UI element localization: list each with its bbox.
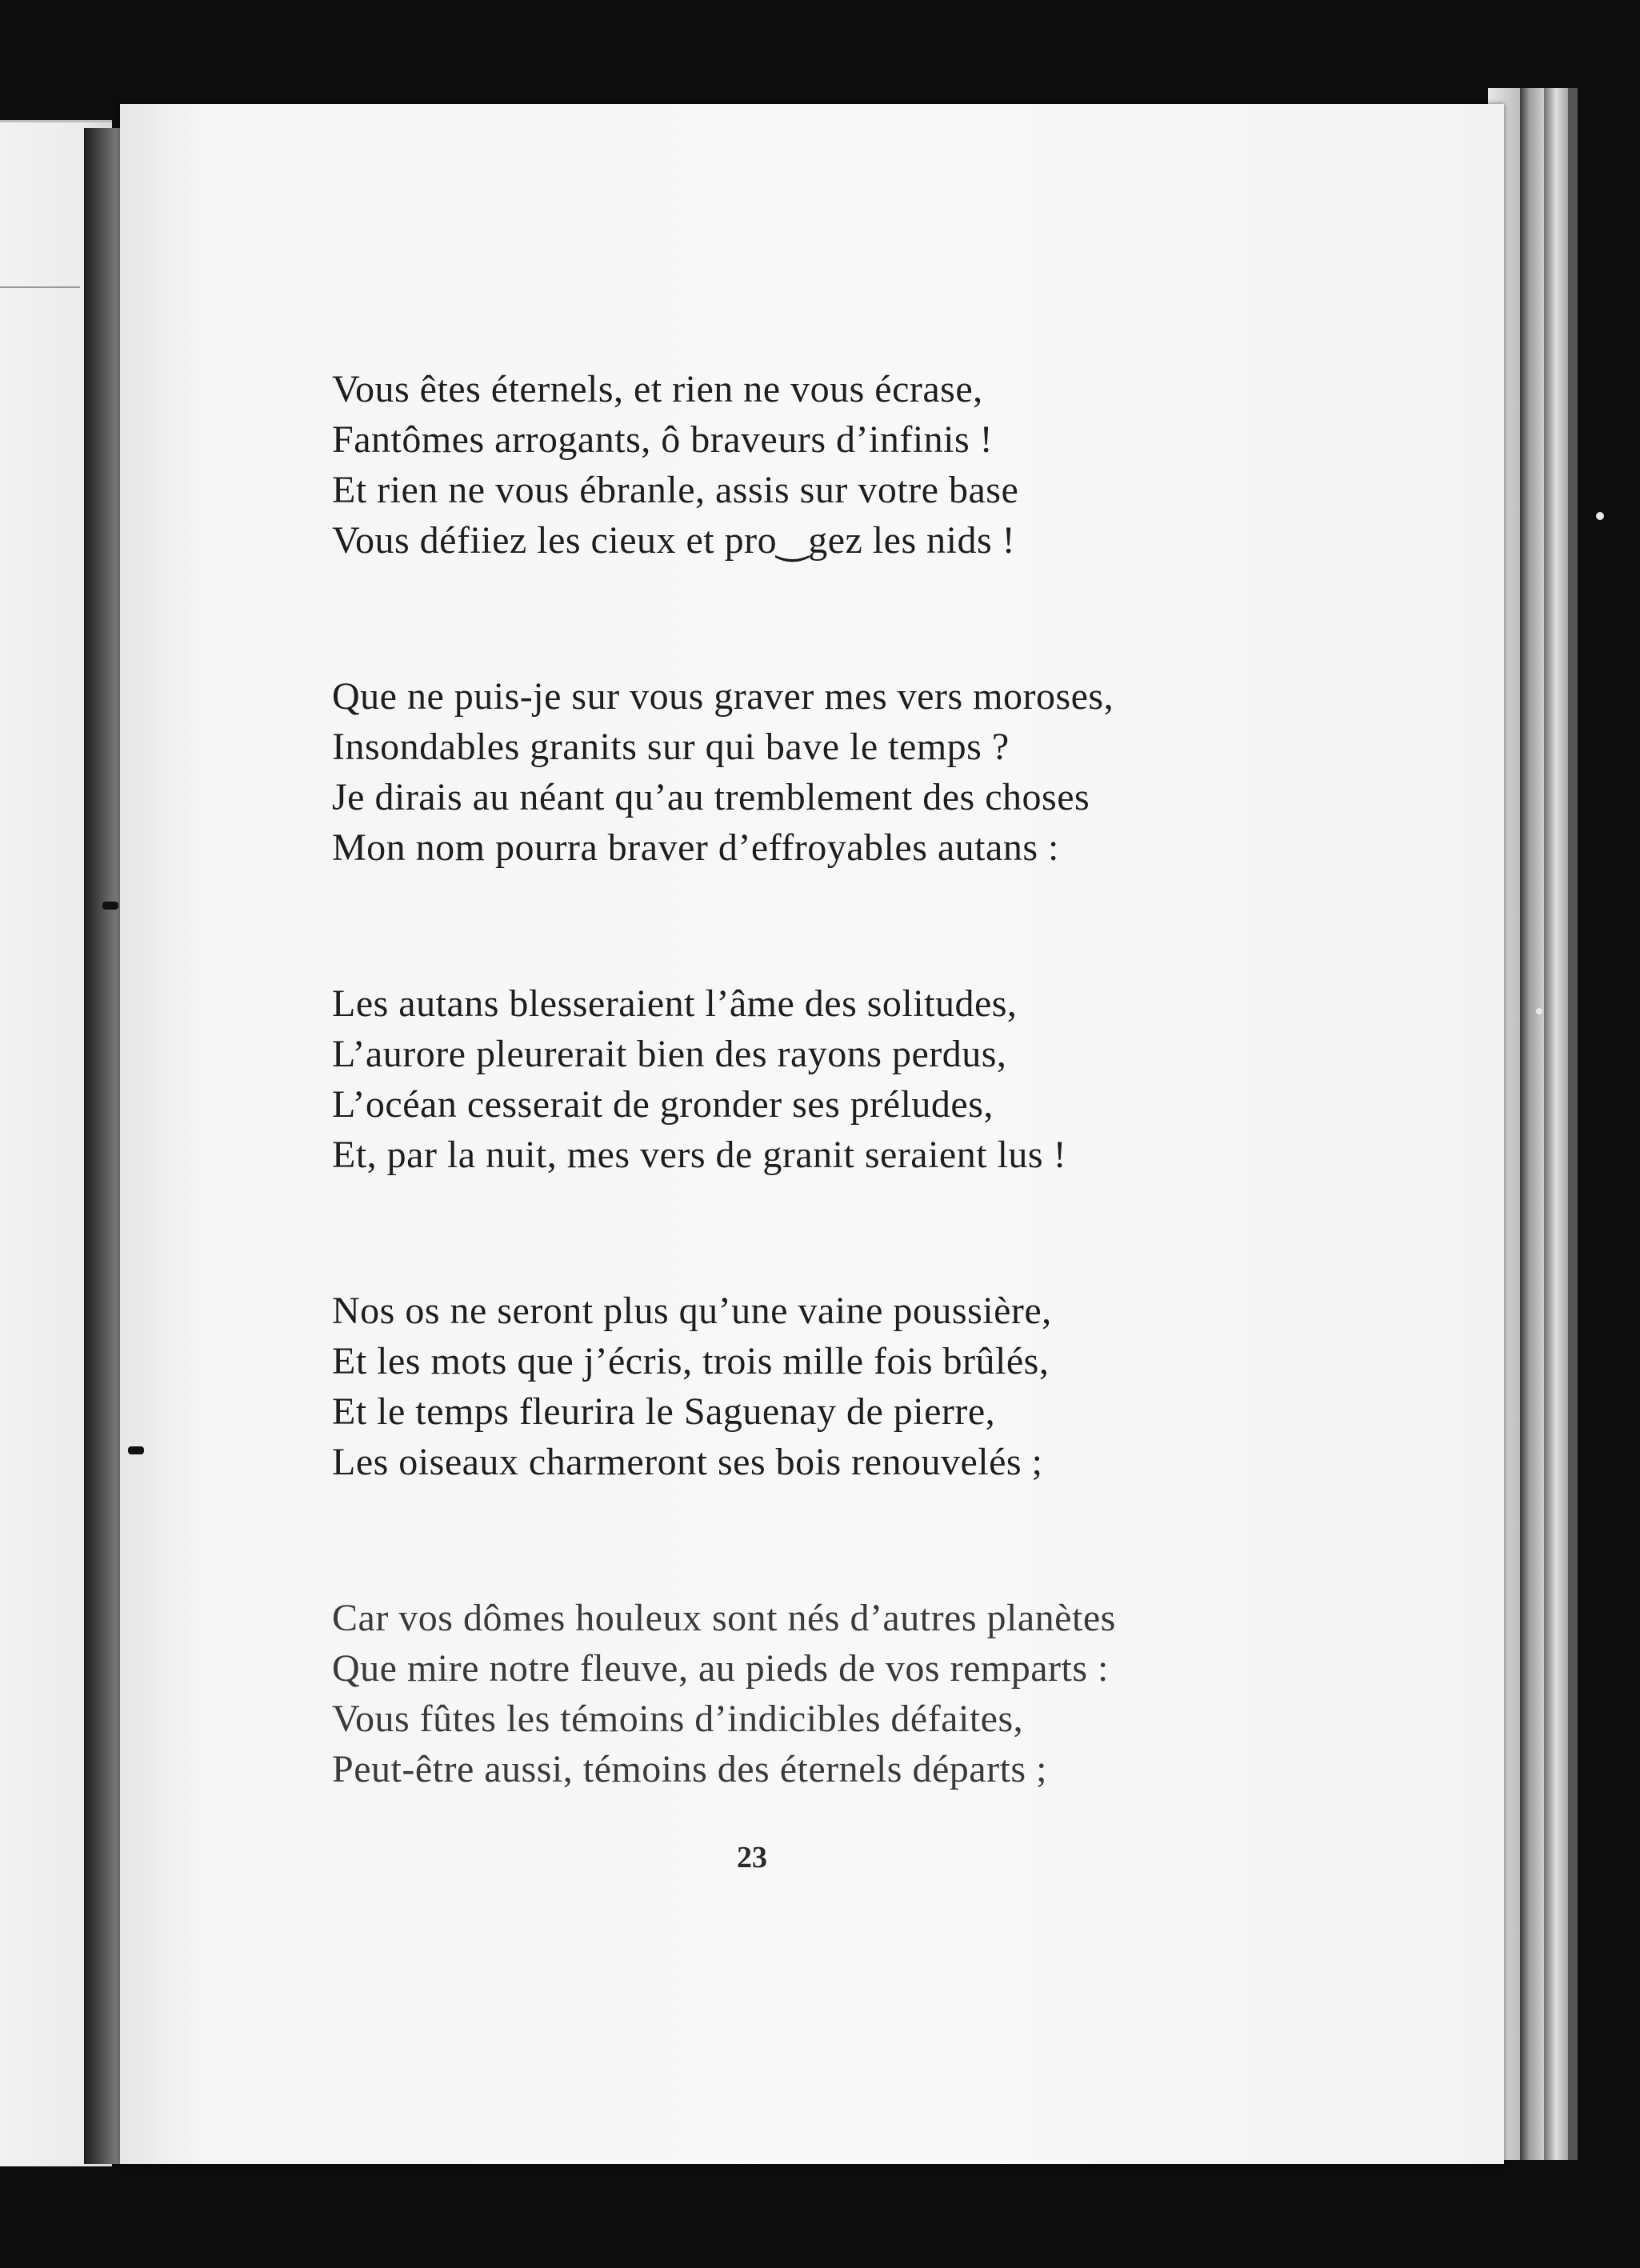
verse-line: Vous défiiez les cieux et pro‿gez les nids ! [332,519,1016,562]
page-edge [1520,88,1544,2160]
verse-line: Je dirais au néant qu’au tremblement des choses [332,776,1090,818]
verse-line: Insondables granits sur qui bave le temps ? [332,726,1010,768]
dust-speck [1596,512,1604,520]
stanza [332,978,1372,1180]
stanza [332,1286,1372,1487]
verse-line: Et rien ne vous ébranle, assis sur votre base [332,469,1019,511]
poem [332,364,1372,1794]
binding-stitch [102,902,118,910]
page-edge [1568,88,1578,2160]
verse-line: Les oiseaux charmeront ses bois renouvelés ; [332,1441,1043,1483]
verse-line: Que ne puis-je sur vous graver mes vers moroses, [332,675,1114,718]
verse-line: Et le temps fleurira le Saguenay de pierre, [332,1390,996,1433]
verse-line: Fantômes arrogants, ô braveurs d’infinis ! [332,418,994,461]
verse-line: Car vos dômes houleux sont nés d’autres planètes [332,1597,1116,1639]
verse-line: Les autans blesseraient l’âme des solitudes, [332,982,1018,1025]
binding-stitch [128,1446,144,1454]
verse-line: Mon nom pourra braver d’effroyables autans : [332,826,1059,869]
stanza [332,364,1372,566]
verse-line: Nos os ne seront plus qu’une vaine poussière, [332,1290,1052,1332]
verse-line: Vous fûtes les témoins d’indicibles défaites, [332,1698,1024,1740]
page-edge [1544,88,1568,2160]
verse-line: Vous êtes éternels, et rien ne vous écrase, [332,368,983,410]
previous-page-rule [0,286,80,288]
verse-line: Et les mots que j’écris, trois mille fois brûlés, [332,1340,1050,1382]
verse-line: L’océan cesserait de gronder ses préludes, [332,1083,994,1126]
verse-line: Et, par la nuit, mes vers de granit seraient lus ! [332,1134,1067,1176]
verse-line: Que mire notre fleuve, au pieds de vos remparts : [332,1647,1109,1690]
verse-line: Peut-être aussi, témoins des éternels départs ; [332,1748,1047,1790]
stanza [332,671,1372,873]
stanza [332,1593,1372,1794]
dust-speck [1536,1008,1542,1014]
verse-line: L’aurore pleurerait bien des rayons perdus, [332,1033,1007,1075]
page-number: 23 [737,1841,767,1874]
